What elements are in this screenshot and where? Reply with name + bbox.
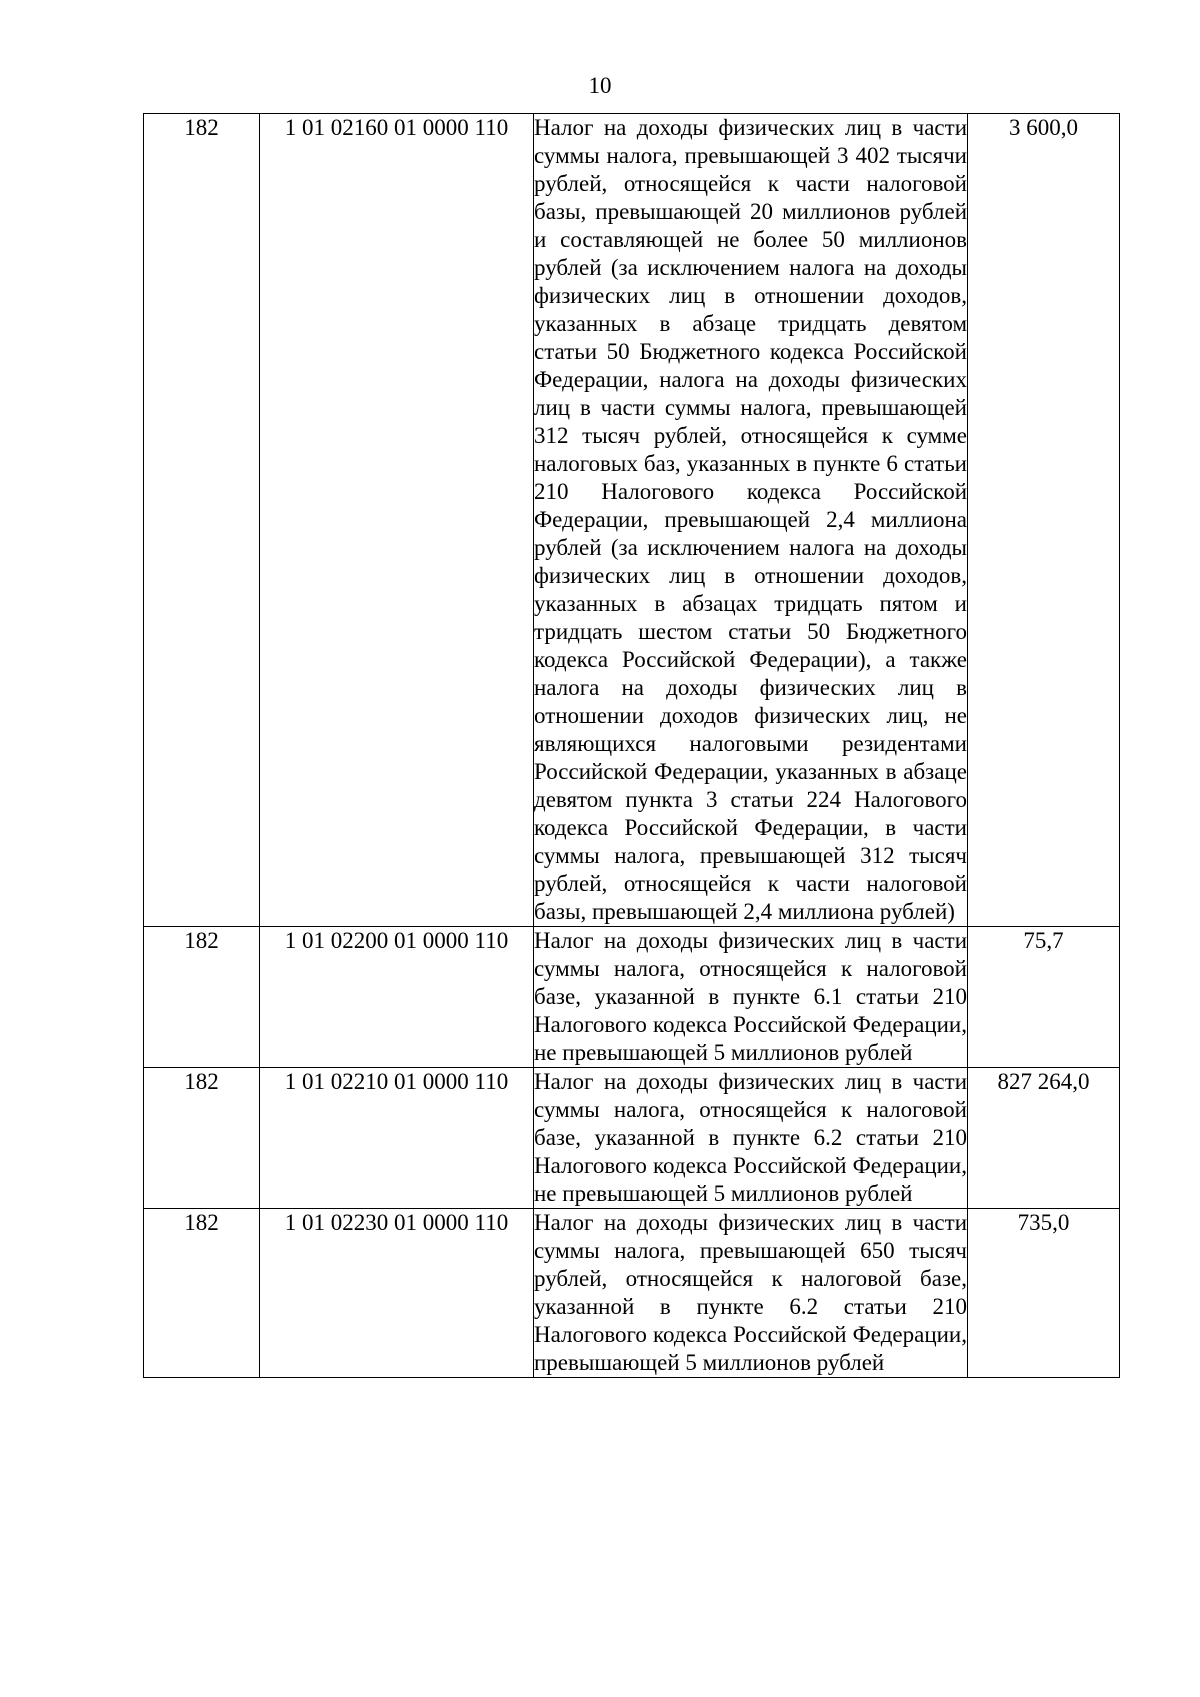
budget-code-cell: 1 01 02230 01 0000 110 <box>260 1209 534 1378</box>
table-row <box>144 1209 1120 1378</box>
table-row <box>144 927 1120 1068</box>
page-number: 10 <box>588 73 612 98</box>
revenue-table <box>143 113 1120 1378</box>
admin-code-cell: 182 <box>144 114 260 927</box>
budget-code-cell: 1 01 02160 01 0000 110 <box>260 114 534 927</box>
amount-cell: 75,7 <box>968 927 1120 1068</box>
revenue-name-cell: Налог на доходы физических лиц в части суммы налога, относящейся к налоговой базе, указанной в пункте 6.1 статьи 210 Налогового кодекса Российской Федерации, не превышающей 5 миллионов рублей <box>534 927 968 1068</box>
amount-cell: 3 600,0 <box>968 114 1120 927</box>
amount-cell: 735,0 <box>968 1209 1120 1378</box>
revenue-name-cell: Налог на доходы физических лиц в части суммы налога, превышающей 650 тысяч рублей, относящейся к налоговой базе, указанной в пункте 6.2 статьи 210 Налогового кодекса Российской Федерации, превышающей 5 миллионов рублей <box>534 1209 968 1378</box>
table-row <box>144 1068 1120 1209</box>
revenue-name-cell: Налог на доходы физических лиц в части суммы налога, относящейся к налоговой базе, указанной в пункте 6.2 статьи 210 Налогового кодекса Российской Федерации, не превышающей 5 миллионов рублей <box>534 1068 968 1209</box>
budget-code-cell: 1 01 02210 01 0000 110 <box>260 1068 534 1209</box>
admin-code-cell: 182 <box>144 1068 260 1209</box>
admin-code-cell: 182 <box>144 1209 260 1378</box>
budget-code-cell: 1 01 02200 01 0000 110 <box>260 927 534 1068</box>
admin-code-cell: 182 <box>144 927 260 1068</box>
table-row <box>144 114 1120 927</box>
amount-cell: 827 264,0 <box>968 1068 1120 1209</box>
revenue-name-cell: Налог на доходы физических лиц в части суммы налога, превышающей 3 402 тысячи рублей, относящейся к части налоговой базы, превышающей 20 миллионов рублей и составляющей не более 50 миллионов рублей (за исключением налога на доходы физических лиц в отношении доходов, указанных в абзаце тридцать девятом статьи 50 Бюджетного кодекса Российской Федерации, налога на доходы физических лиц в части суммы налога, превышающей 312 тысяч рублей, относящейся к сумме налоговых баз, указанных в пункте 6 статьи 210 Налогового кодекса Российской Федерации, превышающей 2,4 миллиона рублей (за исключением налога на доходы физических лиц в отношении доходов, указанных в абзацах тридцать пятом и тридцать шестом статьи 50 Бюджетного кодекса Российской Федерации), а также налога на доходы физических лиц в отношении доходов физических лиц, не являющихся налоговыми резидентами Российской Федерации, указанных в абзаце девятом пункта 3 статьи 224 Налогового кодекса Российской Федерации, в части суммы налога, превышающей 312 тысяч рублей, относящейся к части налоговой базы, превышающей 2,4 миллиона рублей) <box>534 114 968 927</box>
